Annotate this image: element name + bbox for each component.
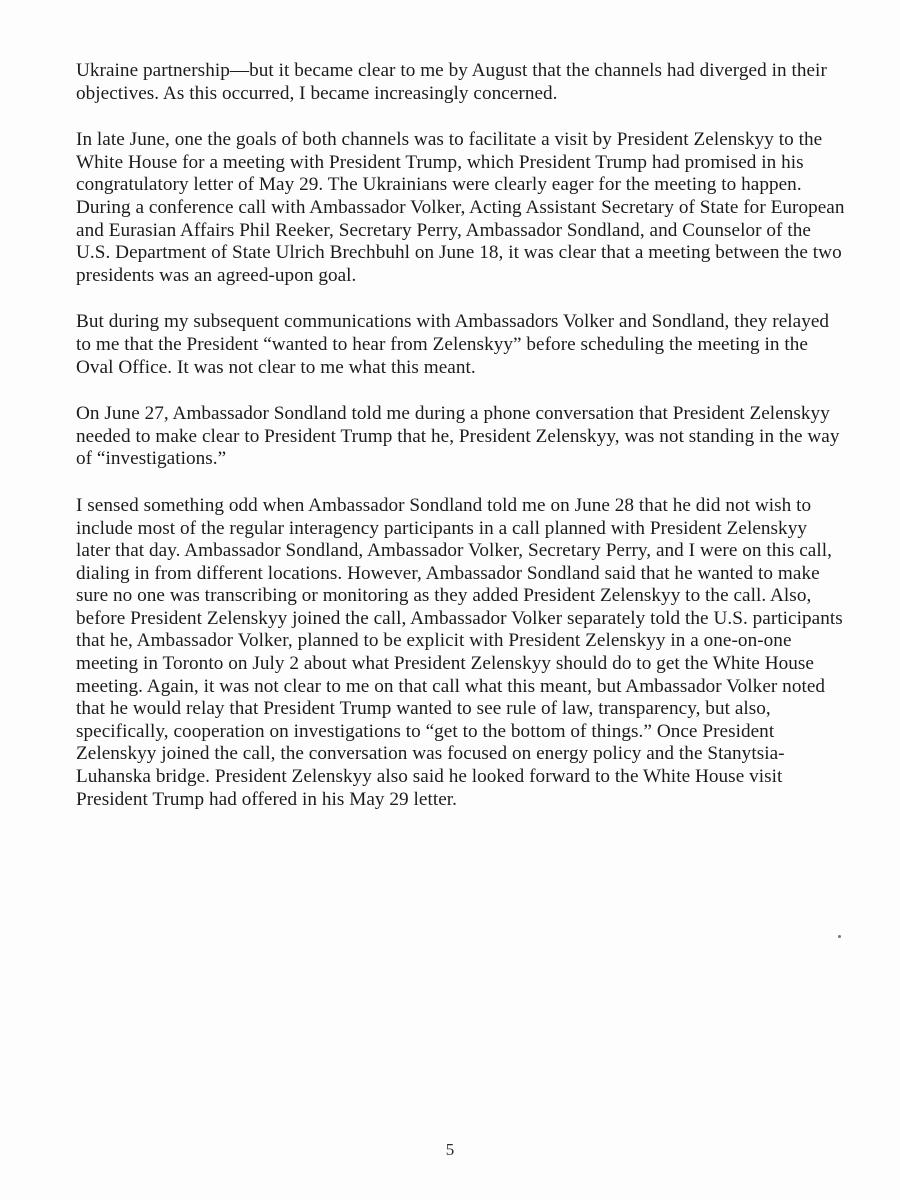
paragraph-3: But during my subsequent communications with Ambassadors Volker and Sondland, they relayed to me that the President “wanted to hear from Zelenskyy” before scheduling the meeting in the Oval Office. It was not clear to me what this meant. bbox=[76, 311, 830, 378]
paragraph-2: In late June, one the goals of both channels was to facilitate a visit by President Zelenskyy to the White House for a meeting with President Trump, which President Trump had promised in his congratulatory letter of May 29. The Ukrainians were clearly eager for the meeting to happen. During a conference call with Ambassador Volker, Acting Assistant Secretary of State for European and Eurasian Affairs Phil Reeker, Secretary Perry, Ambassador Sondland, and Counselor of the U.S. Department of State Ulrich Brechbuhl on June 18, it was clear that a meeting between the two presidents was an agreed-upon goal. bbox=[76, 129, 845, 286]
document-body bbox=[76, 60, 846, 835]
paragraph-5: I sensed something odd when Ambassador Sondland told me on June 28 that he did not wish to include most of the regular interagency participants in a call planned with President Zelenskyy later that day. Ambassador Sondland, Ambassador Volker, Secretary Perry, and I were on this call, dialing in from different locations. However, Ambassador Sondland said that he wanted to make sure no one was transcribing or monitoring as they added President Zelenskyy to the call. Also, before President Zelenskyy joined the call, Ambassador Volker separately told the U.S. participants that he, Ambassador Volker, planned to be explicit with President Zelenskyy in a one-on-one meeting in Toronto on July 2 about what President Zelenskyy should do to get the White House meeting. Again, it was not clear to me on that call what this meant, but Ambassador Volker noted that he would relay that President Trump wanted to see rule of law, transparency, but also, specifically, cooperation on investigations to “get to the bottom of things.” Once President Zelenskyy joined the call, the conversation was focused on energy policy and the Stanytsia-Luhanska bridge. President Zelenskyy also said he looked forward to the White House visit President Trump had offered in his May 29 letter. bbox=[76, 494, 843, 810]
paragraph-4: On June 27, Ambassador Sondland told me during a phone conversation that President Zelenskyy needed to make clear to President Trump that he, President Zelenskyy, was not standing in the way of “investigations.” bbox=[76, 403, 840, 470]
page-number: 5 bbox=[445, 1140, 455, 1159]
paragraph-1: Ukraine partnership—but it became clear to me by August that the channels had diverged in their objectives. As this occurred, I became increasingly concerned. bbox=[76, 60, 827, 104]
scan-speck bbox=[838, 935, 841, 938]
